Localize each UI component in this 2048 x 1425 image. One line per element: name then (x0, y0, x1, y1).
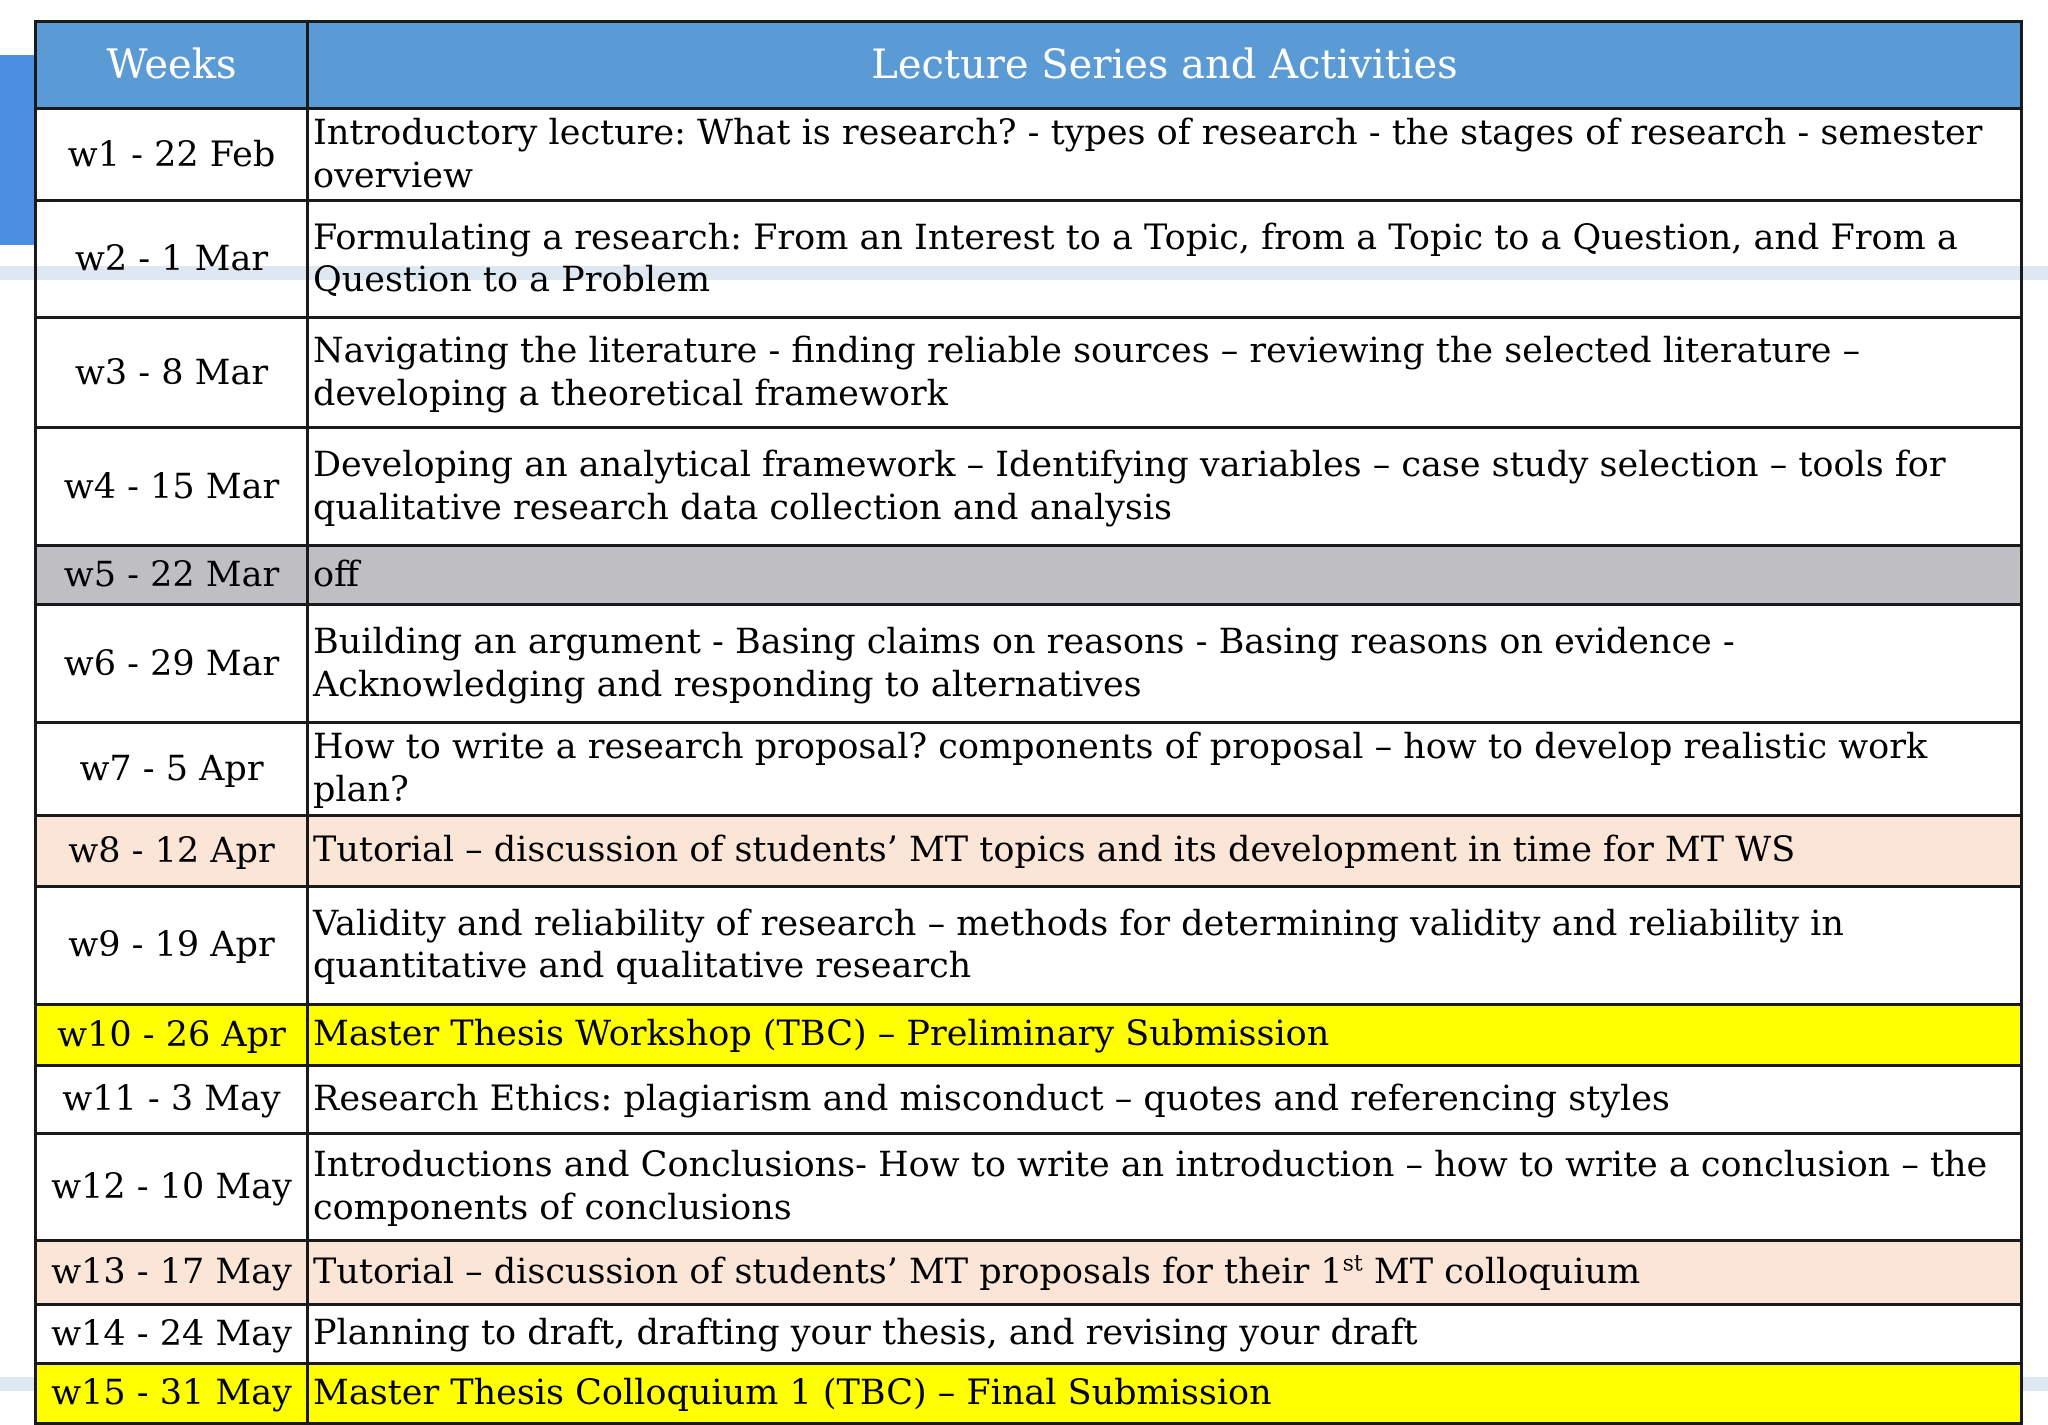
activity-cell: Formulating a research: From an Interest to a Topic, from a Topic to a Question, and From a Question to a Problem (308, 201, 2022, 318)
table-row (36, 886, 2022, 1004)
activity-cell: Research Ethics: plagiarism and misconduct – quotes and referencing styles (308, 1065, 2022, 1133)
table-row (36, 1065, 2022, 1133)
header-row (36, 22, 2022, 109)
table-row-tutorial (36, 1240, 2022, 1304)
week-cell: w7 - 5 Apr (36, 723, 308, 815)
week-cell: w4 - 15 Mar (36, 428, 308, 546)
week-cell: w6 - 29 Mar (36, 605, 308, 723)
week-cell: w14 - 24 May (36, 1304, 308, 1363)
ordinal-suffix: st (1342, 1251, 1363, 1277)
week-cell: w10 - 26 Apr (36, 1004, 308, 1065)
activity-text: MT colloquium (1362, 1251, 1641, 1292)
activity-cell: Planning to draft, drafting your thesis, and revising your draft (308, 1304, 2022, 1363)
activity-cell: Master Thesis Colloquium 1 (TBC) – Final Submission (308, 1363, 2022, 1423)
table-row (36, 318, 2022, 428)
slide-accent-bar (0, 55, 36, 245)
week-cell: w12 - 10 May (36, 1133, 308, 1240)
activity-cell: Master Thesis Workshop (TBC) – Preliminary Submission (308, 1004, 2022, 1065)
week-cell: w13 - 17 May (36, 1240, 308, 1304)
activity-cell (308, 1240, 2022, 1304)
activity-cell: Introductory lecture: What is research? - types of research - the stages of research - semester overview (308, 109, 2022, 201)
week-cell: w1 - 22 Feb (36, 109, 308, 201)
activity-text: Tutorial – discussion of students’ MT proposals for their 1 (313, 1251, 1343, 1292)
schedule-table-body (36, 109, 2022, 1424)
table-row-off (36, 546, 2022, 605)
week-cell: w2 - 1 Mar (36, 201, 308, 318)
week-cell: w3 - 8 Mar (36, 318, 308, 428)
table-row-milestone (36, 1004, 2022, 1065)
table-row-tutorial (36, 815, 2022, 886)
table-row (36, 1133, 2022, 1240)
activity-cell: Validity and reliability of research – methods for determining validity and reliability in quantitative and qualitative research (308, 886, 2022, 1004)
activity-cell: Developing an analytical framework – Identifying variables – case study selection – tools for qualitative research data collection and analysis (308, 428, 2022, 546)
schedule-table-header (36, 22, 2022, 109)
activity-cell: How to write a research proposal? components of proposal – how to develop realistic work plan? (308, 723, 2022, 815)
week-cell: w5 - 22 Mar (36, 546, 308, 605)
table-row (36, 201, 2022, 318)
schedule-table (34, 20, 2023, 1425)
table-row (36, 723, 2022, 815)
table-row (36, 1304, 2022, 1363)
activity-cell: off (308, 546, 2022, 605)
activity-cell: Building an argument - Basing claims on reasons - Basing reasons on evidence - Acknowledging and responding to alternatives (308, 605, 2022, 723)
week-cell: w8 - 12 Apr (36, 815, 308, 886)
activity-cell: Introductions and Conclusions- How to write an introduction – how to write a conclusion – the components of conclusions (308, 1133, 2022, 1240)
table-row-milestone (36, 1363, 2022, 1423)
table-row (36, 428, 2022, 546)
week-cell: w9 - 19 Apr (36, 886, 308, 1004)
table-row (36, 605, 2022, 723)
week-cell: w11 - 3 May (36, 1065, 308, 1133)
week-cell: w15 - 31 May (36, 1363, 308, 1423)
activity-cell: Tutorial – discussion of students’ MT topics and its development in time for MT WS (308, 815, 2022, 886)
weeks-column-header: Weeks (36, 22, 308, 109)
table-row (36, 109, 2022, 201)
activity-cell: Navigating the literature - finding reliable sources – reviewing the selected literature – developing a theoretical framework (308, 318, 2022, 428)
activities-column-header: Lecture Series and Activities (308, 22, 2022, 109)
